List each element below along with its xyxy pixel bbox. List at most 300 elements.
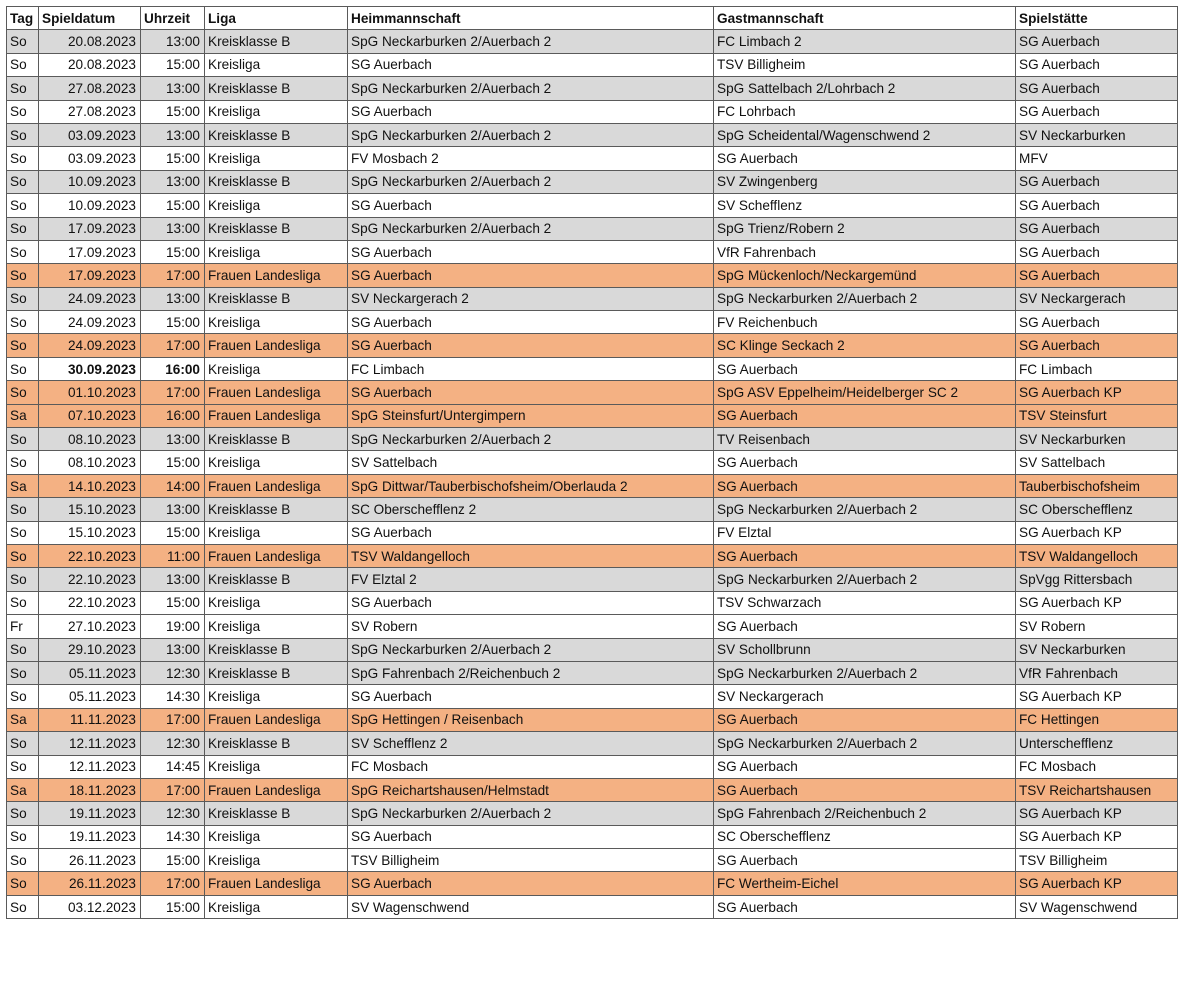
cell-spieldatum: 30.09.2023 [39, 357, 141, 380]
cell-gastmannschaft: SG Auerbach [714, 357, 1016, 380]
col-header-liga: Liga [205, 7, 348, 30]
table-row [7, 123, 1178, 146]
cell-liga: Kreisliga [205, 451, 348, 474]
cell-heimmannschaft: SpG Fahrenbach 2/Reichenbuch 2 [348, 661, 714, 684]
cell-liga: Kreisklasse B [205, 287, 348, 310]
cell-gastmannschaft: SV Schefflenz [714, 194, 1016, 217]
table-row [7, 708, 1178, 731]
cell-liga: Kreisliga [205, 521, 348, 544]
cell-liga: Kreisklasse B [205, 498, 348, 521]
cell-uhrzeit: 14:00 [141, 474, 205, 497]
cell-spieldatum: 15.10.2023 [39, 498, 141, 521]
table-row [7, 615, 1178, 638]
cell-liga: Frauen Landesliga [205, 872, 348, 895]
cell-tag: So [7, 170, 39, 193]
cell-gastmannschaft: SpG Neckarburken 2/Auerbach 2 [714, 287, 1016, 310]
cell-gastmannschaft: SG Auerbach [714, 615, 1016, 638]
cell-gastmannschaft: SpG Trienz/Robern 2 [714, 217, 1016, 240]
cell-heimmannschaft: SpG Neckarburken 2/Auerbach 2 [348, 170, 714, 193]
cell-uhrzeit: 15:00 [141, 591, 205, 614]
cell-heimmannschaft: SpG Neckarburken 2/Auerbach 2 [348, 30, 714, 53]
cell-liga: Frauen Landesliga [205, 778, 348, 801]
table-row [7, 755, 1178, 778]
cell-heimmannschaft: SG Auerbach [348, 381, 714, 404]
cell-uhrzeit: 13:00 [141, 287, 205, 310]
cell-heimmannschaft: SpG Neckarburken 2/Auerbach 2 [348, 638, 714, 661]
cell-tag: So [7, 77, 39, 100]
cell-spielstaette: Tauberbischofsheim [1016, 474, 1178, 497]
cell-heimmannschaft: SV Neckargerach 2 [348, 287, 714, 310]
cell-liga: Kreisklasse B [205, 661, 348, 684]
cell-spielstaette: SG Auerbach [1016, 334, 1178, 357]
cell-tag: So [7, 217, 39, 240]
cell-heimmannschaft: TSV Billigheim [348, 849, 714, 872]
cell-uhrzeit: 13:00 [141, 170, 205, 193]
cell-heimmannschaft: SpG Steinsfurt/Untergimpern [348, 404, 714, 427]
cell-spielstaette: SG Auerbach [1016, 77, 1178, 100]
cell-spieldatum: 26.11.2023 [39, 849, 141, 872]
table-row [7, 521, 1178, 544]
cell-tag: So [7, 451, 39, 474]
cell-spielstaette: SV Neckarburken [1016, 123, 1178, 146]
cell-uhrzeit: 17:00 [141, 264, 205, 287]
cell-gastmannschaft: FC Wertheim-Eichel [714, 872, 1016, 895]
cell-spielstaette: SV Sattelbach [1016, 451, 1178, 474]
cell-gastmannschaft: SpG Sattelbach 2/Lohrbach 2 [714, 77, 1016, 100]
table-row [7, 194, 1178, 217]
cell-uhrzeit: 14:30 [141, 685, 205, 708]
col-header-tag: Tag [7, 7, 39, 30]
cell-gastmannschaft: SG Auerbach [714, 544, 1016, 567]
cell-spielstaette: VfR Fahrenbach [1016, 661, 1178, 684]
cell-gastmannschaft: FC Lohrbach [714, 100, 1016, 123]
table-row [7, 591, 1178, 614]
cell-liga: Kreisklasse B [205, 123, 348, 146]
cell-spielstaette: TSV Steinsfurt [1016, 404, 1178, 427]
cell-gastmannschaft: SG Auerbach [714, 451, 1016, 474]
table-row [7, 661, 1178, 684]
table-row [7, 638, 1178, 661]
cell-gastmannschaft: SV Neckargerach [714, 685, 1016, 708]
cell-liga: Kreisliga [205, 895, 348, 918]
cell-heimmannschaft: SpG Neckarburken 2/Auerbach 2 [348, 428, 714, 451]
cell-tag: Sa [7, 708, 39, 731]
cell-spielstaette: TSV Billigheim [1016, 849, 1178, 872]
table-row [7, 451, 1178, 474]
cell-spieldatum: 12.11.2023 [39, 755, 141, 778]
cell-uhrzeit: 14:30 [141, 825, 205, 848]
table-row [7, 217, 1178, 240]
cell-spielstaette: SG Auerbach [1016, 100, 1178, 123]
cell-liga: Frauen Landesliga [205, 474, 348, 497]
cell-spieldatum: 12.11.2023 [39, 732, 141, 755]
cell-spieldatum: 27.08.2023 [39, 100, 141, 123]
cell-liga: Kreisklasse B [205, 428, 348, 451]
cell-tag: So [7, 123, 39, 146]
cell-spielstaette: SV Wagenschwend [1016, 895, 1178, 918]
table-row [7, 53, 1178, 76]
cell-spieldatum: 15.10.2023 [39, 521, 141, 544]
table-body [7, 30, 1178, 919]
cell-tag: So [7, 30, 39, 53]
cell-uhrzeit: 15:00 [141, 240, 205, 263]
cell-tag: Sa [7, 778, 39, 801]
cell-uhrzeit: 17:00 [141, 872, 205, 895]
col-header-spielstaette: Spielstätte [1016, 7, 1178, 30]
schedule-sheet [6, 6, 1178, 919]
cell-liga: Kreisliga [205, 357, 348, 380]
cell-heimmannschaft: SG Auerbach [348, 194, 714, 217]
cell-spieldatum: 17.09.2023 [39, 264, 141, 287]
cell-liga: Kreisklasse B [205, 568, 348, 591]
cell-heimmannschaft: SG Auerbach [348, 311, 714, 334]
table-row [7, 381, 1178, 404]
cell-uhrzeit: 15:00 [141, 100, 205, 123]
cell-spielstaette: SG Auerbach KP [1016, 825, 1178, 848]
cell-liga: Kreisliga [205, 311, 348, 334]
cell-uhrzeit: 13:00 [141, 123, 205, 146]
cell-spieldatum: 17.09.2023 [39, 240, 141, 263]
cell-spieldatum: 03.12.2023 [39, 895, 141, 918]
cell-spieldatum: 22.10.2023 [39, 544, 141, 567]
cell-spielstaette: FC Mosbach [1016, 755, 1178, 778]
cell-uhrzeit: 13:00 [141, 638, 205, 661]
cell-spielstaette: SG Auerbach [1016, 53, 1178, 76]
table-row [7, 264, 1178, 287]
cell-heimmannschaft: SG Auerbach [348, 53, 714, 76]
schedule-table [6, 6, 1178, 919]
cell-uhrzeit: 14:45 [141, 755, 205, 778]
cell-spieldatum: 20.08.2023 [39, 53, 141, 76]
cell-uhrzeit: 16:00 [141, 404, 205, 427]
cell-gastmannschaft: SG Auerbach [714, 404, 1016, 427]
cell-tag: So [7, 311, 39, 334]
cell-gastmannschaft: SG Auerbach [714, 708, 1016, 731]
cell-spielstaette: SC Oberschefflenz [1016, 498, 1178, 521]
cell-spieldatum: 22.10.2023 [39, 568, 141, 591]
cell-tag: So [7, 895, 39, 918]
cell-spielstaette: FC Limbach [1016, 357, 1178, 380]
cell-uhrzeit: 15:00 [141, 451, 205, 474]
cell-heimmannschaft: SV Sattelbach [348, 451, 714, 474]
table-row [7, 287, 1178, 310]
cell-liga: Kreisliga [205, 194, 348, 217]
cell-heimmannschaft: SG Auerbach [348, 825, 714, 848]
cell-tag: Sa [7, 404, 39, 427]
table-row [7, 685, 1178, 708]
cell-tag: So [7, 287, 39, 310]
cell-heimmannschaft: SG Auerbach [348, 334, 714, 357]
cell-spieldatum: 17.09.2023 [39, 217, 141, 240]
cell-tag: So [7, 357, 39, 380]
cell-heimmannschaft: SG Auerbach [348, 100, 714, 123]
cell-heimmannschaft: SG Auerbach [348, 685, 714, 708]
cell-uhrzeit: 13:00 [141, 498, 205, 521]
cell-liga: Kreisklasse B [205, 170, 348, 193]
table-row [7, 357, 1178, 380]
cell-tag: So [7, 544, 39, 567]
cell-gastmannschaft: FC Limbach 2 [714, 30, 1016, 53]
cell-spieldatum: 22.10.2023 [39, 591, 141, 614]
cell-liga: Kreisklasse B [205, 217, 348, 240]
cell-uhrzeit: 13:00 [141, 568, 205, 591]
cell-tag: So [7, 381, 39, 404]
table-row [7, 147, 1178, 170]
cell-spieldatum: 05.11.2023 [39, 685, 141, 708]
cell-tag: So [7, 849, 39, 872]
table-row [7, 474, 1178, 497]
cell-heimmannschaft: SpG Reichartshausen/Helmstadt [348, 778, 714, 801]
cell-tag: So [7, 240, 39, 263]
cell-spielstaette: SG Auerbach KP [1016, 802, 1178, 825]
cell-gastmannschaft: SG Auerbach [714, 474, 1016, 497]
cell-heimmannschaft: SV Wagenschwend [348, 895, 714, 918]
cell-gastmannschaft: SpG ASV Eppelheim/Heidelberger SC 2 [714, 381, 1016, 404]
cell-spielstaette: SG Auerbach KP [1016, 381, 1178, 404]
cell-tag: So [7, 498, 39, 521]
cell-uhrzeit: 12:30 [141, 802, 205, 825]
table-row [7, 498, 1178, 521]
cell-gastmannschaft: SV Zwingenberg [714, 170, 1016, 193]
cell-gastmannschaft: FV Elztal [714, 521, 1016, 544]
cell-liga: Frauen Landesliga [205, 544, 348, 567]
cell-spielstaette: SG Auerbach [1016, 30, 1178, 53]
cell-spieldatum: 19.11.2023 [39, 802, 141, 825]
table-row [7, 825, 1178, 848]
cell-spielstaette: Unterschefflenz [1016, 732, 1178, 755]
cell-gastmannschaft: SC Oberschefflenz [714, 825, 1016, 848]
cell-tag: So [7, 802, 39, 825]
cell-liga: Kreisklasse B [205, 802, 348, 825]
table-row [7, 30, 1178, 53]
cell-tag: So [7, 661, 39, 684]
cell-heimmannschaft: FC Mosbach [348, 755, 714, 778]
cell-uhrzeit: 15:00 [141, 53, 205, 76]
cell-uhrzeit: 13:00 [141, 30, 205, 53]
cell-heimmannschaft: SG Auerbach [348, 521, 714, 544]
cell-uhrzeit: 11:00 [141, 544, 205, 567]
cell-uhrzeit: 12:30 [141, 732, 205, 755]
cell-spieldatum: 26.11.2023 [39, 872, 141, 895]
cell-tag: So [7, 872, 39, 895]
cell-gastmannschaft: SG Auerbach [714, 895, 1016, 918]
table-row [7, 311, 1178, 334]
table-row [7, 240, 1178, 263]
cell-tag: So [7, 755, 39, 778]
cell-tag: So [7, 568, 39, 591]
cell-spieldatum: 10.09.2023 [39, 170, 141, 193]
cell-spielstaette: SV Neckargerach [1016, 287, 1178, 310]
cell-heimmannschaft: SG Auerbach [348, 591, 714, 614]
cell-uhrzeit: 15:00 [141, 147, 205, 170]
col-header-uhrzeit: Uhrzeit [141, 7, 205, 30]
cell-heimmannschaft: SG Auerbach [348, 872, 714, 895]
cell-heimmannschaft: SC Oberschefflenz 2 [348, 498, 714, 521]
cell-spielstaette: SV Robern [1016, 615, 1178, 638]
header-row [7, 7, 1178, 30]
cell-spielstaette: SG Auerbach [1016, 311, 1178, 334]
cell-gastmannschaft: TSV Schwarzach [714, 591, 1016, 614]
cell-spieldatum: 27.10.2023 [39, 615, 141, 638]
cell-tag: So [7, 428, 39, 451]
cell-spieldatum: 03.09.2023 [39, 147, 141, 170]
cell-liga: Kreisliga [205, 849, 348, 872]
cell-spieldatum: 24.09.2023 [39, 334, 141, 357]
cell-spielstaette: SG Auerbach KP [1016, 591, 1178, 614]
table-row [7, 872, 1178, 895]
cell-spielstaette: SG Auerbach [1016, 217, 1178, 240]
cell-spieldatum: 29.10.2023 [39, 638, 141, 661]
table-row [7, 778, 1178, 801]
cell-gastmannschaft: SG Auerbach [714, 755, 1016, 778]
cell-liga: Kreisklasse B [205, 732, 348, 755]
cell-spieldatum: 18.11.2023 [39, 778, 141, 801]
cell-liga: Frauen Landesliga [205, 334, 348, 357]
cell-gastmannschaft: FV Reichenbuch [714, 311, 1016, 334]
cell-heimmannschaft: SpG Dittwar/Tauberbischofsheim/Oberlauda 2 [348, 474, 714, 497]
cell-heimmannschaft: SG Auerbach [348, 240, 714, 263]
cell-gastmannschaft: SpG Neckarburken 2/Auerbach 2 [714, 732, 1016, 755]
cell-spielstaette: SV Neckarburken [1016, 638, 1178, 661]
cell-spielstaette: FC Hettingen [1016, 708, 1178, 731]
cell-uhrzeit: 15:00 [141, 521, 205, 544]
cell-tag: So [7, 638, 39, 661]
table-row [7, 170, 1178, 193]
cell-uhrzeit: 12:30 [141, 661, 205, 684]
cell-heimmannschaft: FC Limbach [348, 357, 714, 380]
cell-spieldatum: 01.10.2023 [39, 381, 141, 404]
col-header-gastmannschaft: Gastmannschaft [714, 7, 1016, 30]
col-header-spieldatum: Spieldatum [39, 7, 141, 30]
cell-heimmannschaft: FV Elztal 2 [348, 568, 714, 591]
cell-spieldatum: 20.08.2023 [39, 30, 141, 53]
cell-spielstaette: SG Auerbach [1016, 170, 1178, 193]
cell-spielstaette: SG Auerbach [1016, 194, 1178, 217]
cell-liga: Frauen Landesliga [205, 708, 348, 731]
cell-gastmannschaft: SpG Scheidental/Wagenschwend 2 [714, 123, 1016, 146]
table-row [7, 568, 1178, 591]
cell-spielstaette: SpVgg Rittersbach [1016, 568, 1178, 591]
cell-tag: Sa [7, 474, 39, 497]
cell-heimmannschaft: SpG Neckarburken 2/Auerbach 2 [348, 802, 714, 825]
cell-uhrzeit: 13:00 [141, 217, 205, 240]
cell-tag: So [7, 825, 39, 848]
cell-uhrzeit: 13:00 [141, 428, 205, 451]
cell-gastmannschaft: SpG Fahrenbach 2/Reichenbuch 2 [714, 802, 1016, 825]
table-row [7, 100, 1178, 123]
cell-gastmannschaft: SV Schollbrunn [714, 638, 1016, 661]
table-row [7, 404, 1178, 427]
cell-tag: So [7, 264, 39, 287]
cell-liga: Kreisliga [205, 147, 348, 170]
cell-spieldatum: 10.09.2023 [39, 194, 141, 217]
col-header-heimmannschaft: Heimmannschaft [348, 7, 714, 30]
cell-liga: Kreisliga [205, 825, 348, 848]
cell-heimmannschaft: SpG Neckarburken 2/Auerbach 2 [348, 77, 714, 100]
cell-liga: Frauen Landesliga [205, 264, 348, 287]
cell-liga: Kreisliga [205, 615, 348, 638]
cell-tag: So [7, 53, 39, 76]
cell-liga: Frauen Landesliga [205, 404, 348, 427]
cell-uhrzeit: 13:00 [141, 77, 205, 100]
cell-liga: Kreisliga [205, 591, 348, 614]
cell-uhrzeit: 17:00 [141, 381, 205, 404]
cell-heimmannschaft: FV Mosbach 2 [348, 147, 714, 170]
table-row [7, 802, 1178, 825]
cell-spielstaette: SG Auerbach [1016, 264, 1178, 287]
cell-tag: So [7, 591, 39, 614]
table-row [7, 732, 1178, 755]
cell-liga: Kreisliga [205, 100, 348, 123]
cell-tag: So [7, 100, 39, 123]
cell-spielstaette: MFV [1016, 147, 1178, 170]
cell-spielstaette: TSV Waldangelloch [1016, 544, 1178, 567]
cell-gastmannschaft: SG Auerbach [714, 147, 1016, 170]
cell-liga: Kreisliga [205, 240, 348, 263]
cell-spieldatum: 24.09.2023 [39, 311, 141, 334]
cell-heimmannschaft: SV Schefflenz 2 [348, 732, 714, 755]
cell-tag: So [7, 334, 39, 357]
cell-spieldatum: 19.11.2023 [39, 825, 141, 848]
cell-spieldatum: 27.08.2023 [39, 77, 141, 100]
cell-gastmannschaft: TSV Billigheim [714, 53, 1016, 76]
cell-spieldatum: 08.10.2023 [39, 428, 141, 451]
cell-spieldatum: 14.10.2023 [39, 474, 141, 497]
cell-tag: So [7, 147, 39, 170]
cell-uhrzeit: 15:00 [141, 849, 205, 872]
cell-liga: Kreisklasse B [205, 30, 348, 53]
table-row [7, 849, 1178, 872]
cell-gastmannschaft: TV Reisenbach [714, 428, 1016, 451]
cell-gastmannschaft: SC Klinge Seckach 2 [714, 334, 1016, 357]
cell-spieldatum: 07.10.2023 [39, 404, 141, 427]
cell-uhrzeit: 15:00 [141, 311, 205, 334]
cell-gastmannschaft: SpG Neckarburken 2/Auerbach 2 [714, 568, 1016, 591]
table-row [7, 895, 1178, 918]
cell-spieldatum: 03.09.2023 [39, 123, 141, 146]
table-row [7, 334, 1178, 357]
cell-spielstaette: TSV Reichartshausen [1016, 778, 1178, 801]
cell-spielstaette: SV Neckarburken [1016, 428, 1178, 451]
cell-heimmannschaft: SV Robern [348, 615, 714, 638]
cell-uhrzeit: 17:00 [141, 778, 205, 801]
cell-heimmannschaft: SpG Neckarburken 2/Auerbach 2 [348, 217, 714, 240]
cell-spieldatum: 24.09.2023 [39, 287, 141, 310]
table-row [7, 428, 1178, 451]
cell-liga: Kreisliga [205, 755, 348, 778]
cell-heimmannschaft: SpG Neckarburken 2/Auerbach 2 [348, 123, 714, 146]
cell-gastmannschaft: SG Auerbach [714, 778, 1016, 801]
cell-liga: Frauen Landesliga [205, 381, 348, 404]
cell-uhrzeit: 19:00 [141, 615, 205, 638]
cell-spielstaette: SG Auerbach [1016, 240, 1178, 263]
cell-tag: Fr [7, 615, 39, 638]
cell-liga: Kreisklasse B [205, 638, 348, 661]
cell-gastmannschaft: VfR Fahrenbach [714, 240, 1016, 263]
cell-spielstaette: SG Auerbach KP [1016, 521, 1178, 544]
cell-spielstaette: SG Auerbach KP [1016, 872, 1178, 895]
cell-gastmannschaft: SpG Mückenloch/Neckargemünd [714, 264, 1016, 287]
table-row [7, 77, 1178, 100]
cell-tag: So [7, 194, 39, 217]
cell-spieldatum: 05.11.2023 [39, 661, 141, 684]
cell-gastmannschaft: SpG Neckarburken 2/Auerbach 2 [714, 661, 1016, 684]
cell-gastmannschaft: SG Auerbach [714, 849, 1016, 872]
cell-tag: So [7, 521, 39, 544]
cell-heimmannschaft: SpG Hettingen / Reisenbach [348, 708, 714, 731]
cell-liga: Kreisklasse B [205, 77, 348, 100]
cell-gastmannschaft: SpG Neckarburken 2/Auerbach 2 [714, 498, 1016, 521]
